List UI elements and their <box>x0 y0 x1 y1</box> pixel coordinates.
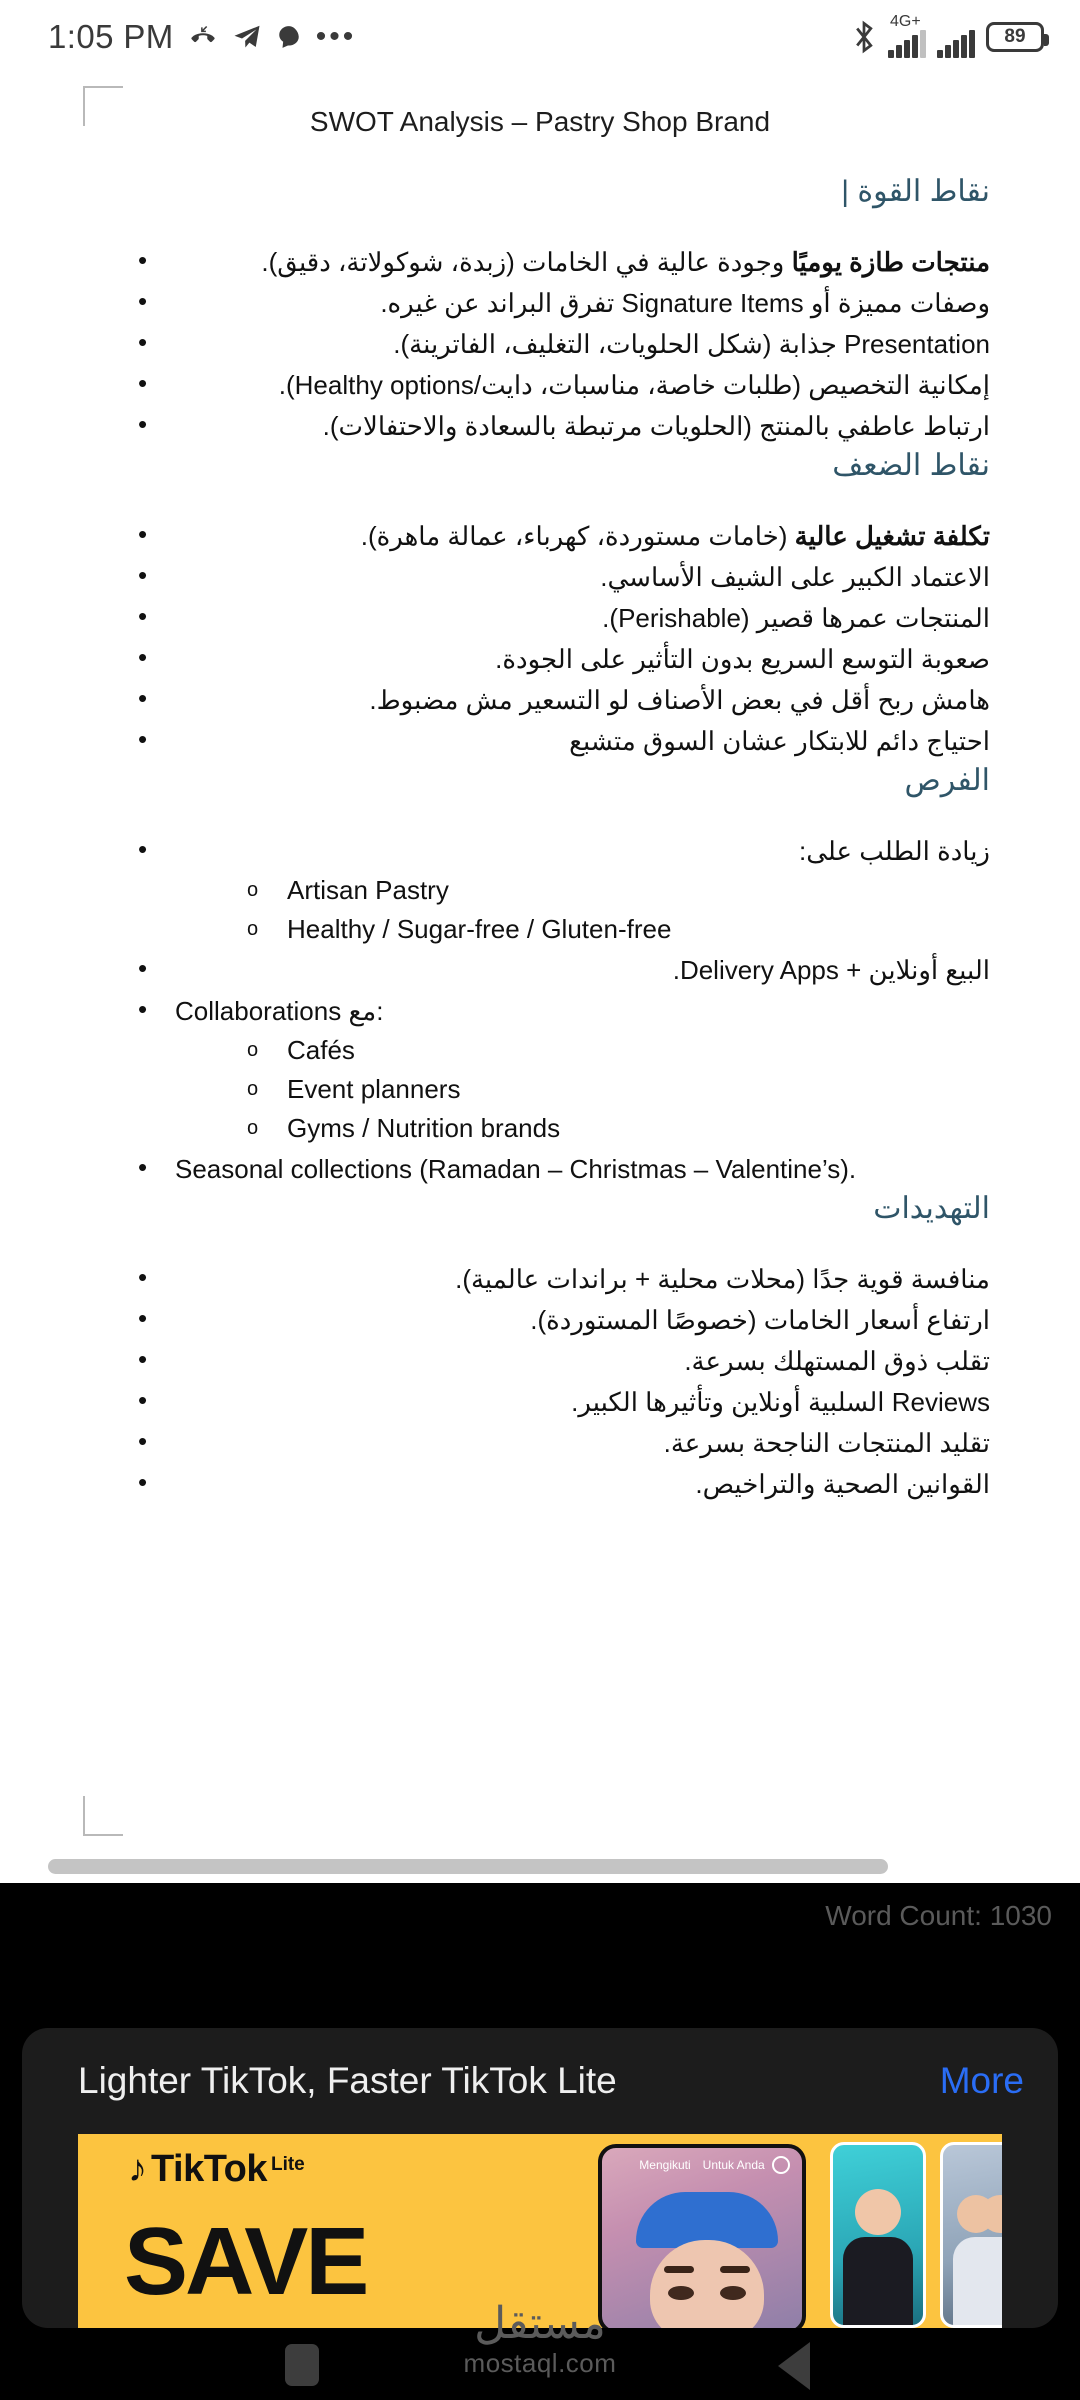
sub-list-item: o Artisan Pastry <box>175 871 990 910</box>
section-heading-threats: التهديدات <box>873 1192 990 1225</box>
message-icon <box>276 24 302 50</box>
person-body <box>953 2237 1002 2328</box>
mobile-signal-secondary-icon <box>937 17 975 58</box>
telegram-icon <box>232 22 262 52</box>
document-body <box>0 174 1080 1506</box>
list-item: • تكلفة تشغيل عالية (خامات مستوردة، كهرباء، عمالة ماهرة). <box>120 517 990 556</box>
page-corner-bottom-left <box>83 1796 123 1836</box>
clock: 1:05 PM <box>48 18 174 55</box>
watermark-arabic: مستقل <box>474 2299 606 2348</box>
section-heading-weaknesses: نقاط الضعف <box>832 449 990 482</box>
mobile-signal-primary-icon <box>888 12 926 58</box>
battery-percent-label: 89 <box>1004 26 1026 47</box>
list-item: • منافسة قوية جدًا (محلات محلية + براندات عالمية). <box>120 1260 990 1299</box>
list-item: • الاعتماد الكبير على الشيف الأساسي. <box>120 558 990 597</box>
person-head <box>855 2189 901 2235</box>
list-item: • المنتجات عمرها قصير (Perishable). <box>120 599 990 638</box>
tiktok-wordmark: TikTok <box>151 2148 267 2190</box>
list-item: • ارتباط عاطفي بالمنتج (الحلويات مرتبطة بالسعادة والاحتفالات). <box>120 407 990 446</box>
ad-banner-image[interactable] <box>78 2134 1002 2328</box>
advertisement-card[interactable] <box>22 2028 1058 2328</box>
list-item: • منتجات طازة يوميًا وجودة عالية في الخامات (زبدة، شوكولاتة، دقيق). <box>120 243 990 282</box>
status-bar-left <box>48 18 356 56</box>
document-title: SWOT Analysis – Pastry Shop Brand <box>309 106 771 137</box>
android-nav-bar <box>0 2330 1080 2400</box>
tiktok-logo <box>128 2148 305 2190</box>
bullet-list-strengths <box>120 243 990 446</box>
list-item: • Presentation جذابة (شكل الحلويات، التغليف، الفاترينة). <box>120 325 990 364</box>
status-overflow-icon: ••• <box>315 20 357 53</box>
ad-phone-mockup-tertiary <box>940 2142 1002 2328</box>
sub-list <box>175 1031 990 1148</box>
bluetooth-icon <box>851 20 877 54</box>
search-icon <box>772 2156 790 2174</box>
section-heading-strengths: نقاط القوة | <box>841 175 990 208</box>
phone-tab-foryou: Untuk Anda <box>702 2158 765 2172</box>
section-heading-opportunities: الفرص <box>904 764 990 797</box>
face-shape <box>650 2240 764 2328</box>
sub-list-item: o Gyms / Nutrition brands <box>175 1109 990 1148</box>
list-item: • إمكانية التخصيص (طلبات خاصة، مناسبات، دايت/Healthy options). <box>120 366 990 405</box>
status-bar-right <box>851 12 1044 58</box>
list-item: • صعوبة التوسع السريع بدون التأثير على الجودة. <box>120 640 990 679</box>
sub-list-item: o Cafés <box>175 1031 990 1070</box>
person-body <box>843 2237 913 2328</box>
tiktok-lite-label: Lite <box>270 2154 305 2175</box>
tiktok-note-icon: ♪ <box>128 2148 147 2190</box>
ad-more-link[interactable]: More <box>939 2060 1024 2101</box>
phone-tab-following: Mengikuti <box>639 2158 691 2172</box>
list-item: • Collaborations مع: o Cafés o Event planners o Gyms / Nutrition brands <box>120 992 990 1148</box>
battery-icon <box>986 22 1044 52</box>
network-type-label: 4G+ <box>890 12 921 30</box>
word-count-label: Word Count: 1030 <box>825 1900 1052 1931</box>
ad-phone-mockup-secondary <box>830 2142 926 2328</box>
list-item: • وصفات مميزة أو Signature Items تفرق البراند عن غيره. <box>120 284 990 323</box>
bullet-list-opportunities <box>120 832 990 1189</box>
list-item: • القوانين الصحية والتراخيص. <box>120 1465 990 1504</box>
list-item: • البيع أونلاين + Delivery Apps. <box>120 951 990 990</box>
ad-phone-mockup-main <box>598 2144 806 2328</box>
ad-header <box>22 2028 1058 2134</box>
list-item: • ارتفاع أسعار الخامات (خصوصًا المستوردة). <box>120 1301 990 1340</box>
eyebrow-right <box>720 2266 750 2273</box>
missed-call-icon <box>188 22 218 52</box>
sub-list-item: o Event planners <box>175 1070 990 1109</box>
ad-title: Lighter TikTok, Faster TikTok Lite <box>78 2060 617 2101</box>
back-button-icon[interactable] <box>778 2342 810 2390</box>
list-item: • Seasonal collections (Ramadan – Christmas – Valentine’s). <box>120 1150 990 1189</box>
eyebrow-left <box>664 2266 694 2273</box>
sub-list-item: o Healthy / Sugar-free / Gluten-free <box>175 910 990 949</box>
watermark-latin: mostaql.com <box>463 2348 617 2378</box>
list-item: • تقليد المنتجات الناجحة بسرعة. <box>120 1424 990 1463</box>
list-item: • Reviews السلبية أونلاين وتأثيرها الكبير. <box>120 1383 990 1422</box>
sub-list <box>175 871 990 949</box>
status-bar <box>0 0 1080 74</box>
ad-headline: SAVE <box>124 2208 367 2315</box>
bullet-list-weaknesses <box>120 517 990 761</box>
bullet-list-threats <box>120 1260 990 1504</box>
horizontal-scrollbar[interactable] <box>48 1859 888 1874</box>
list-item: • زيادة الطلب على: o Artisan Pastry o Healthy / Sugar-free / Gluten-free <box>120 832 990 949</box>
list-item: • احتياج دائم للابتكار عشان السوق متشبع <box>120 722 990 761</box>
eye-left <box>668 2286 694 2300</box>
document-page[interactable] <box>0 74 1080 1883</box>
list-item: • هامش ربح أقل في بعض الأصناف لو التسعير مش مضبوط. <box>120 681 990 720</box>
recents-button-icon[interactable] <box>285 2344 319 2386</box>
eye-right <box>720 2286 746 2300</box>
list-item: • تقلب ذوق المستهلك بسرعة. <box>120 1342 990 1381</box>
